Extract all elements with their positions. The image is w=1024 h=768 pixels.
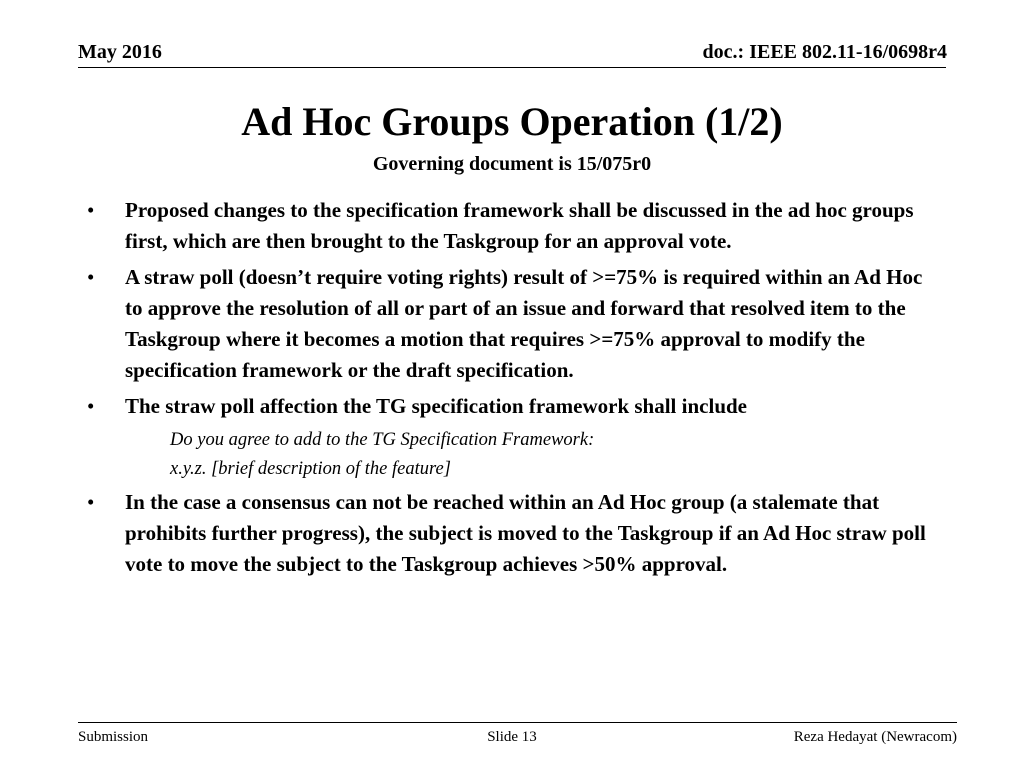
bullet-text: A straw poll (doesn’t require voting rights) result of >=75% is required within an Ad Hoc to approve the resolution of all or part of an issue and forward that resolved item to the Taskgroup where it becomes a motion that requires >=75% approval to modify the specification framework or the draft specification. [125,265,923,382]
sub-item: Do you agree to add to the TG Specification Framework: [170,430,595,450]
slide-subtitle: Governing document is 15/075r0 [372,153,652,175]
header-divider [78,67,946,68]
bullet-item [78,487,938,580]
footer-divider [78,722,957,723]
bullet-marker: • [87,490,95,514]
slide-title: Ad Hoc Groups Operation (1/2) [241,99,783,144]
bullet-item [78,391,938,422]
bullet-item [78,195,938,257]
bullet-marker: • [87,198,95,222]
sub-item: x.y.z. [brief description of the feature] [170,459,451,479]
bullet-list [78,195,938,585]
header-document-id: doc.: IEEE 802.11-16/0698r4 [702,41,947,63]
bullet-text: In the case a consensus can not be reached within an Ad Hoc group (a stalemate that prohibits further progress), the subject is moved to the Taskgroup if an Ad Hoc straw poll vote to move the subject to the Taskgroup achieves >50% approval. [125,490,926,576]
bullet-marker: • [87,394,95,418]
bullet-text: The straw poll affection the TG specification framework shall include [125,394,747,418]
footer-submission: Submission [78,729,149,745]
bullet-text: Proposed changes to the specification framework shall be discussed in the ad hoc groups first, which are then brought to the Taskgroup for an approval vote. [125,198,914,253]
bullet-item [78,262,938,386]
footer-slide-number: Slide 13 [487,729,537,745]
header-date: May 2016 [78,41,162,63]
footer-author: Reza Hedayat (Newracom) [793,729,957,745]
bullet-marker: • [87,265,95,289]
